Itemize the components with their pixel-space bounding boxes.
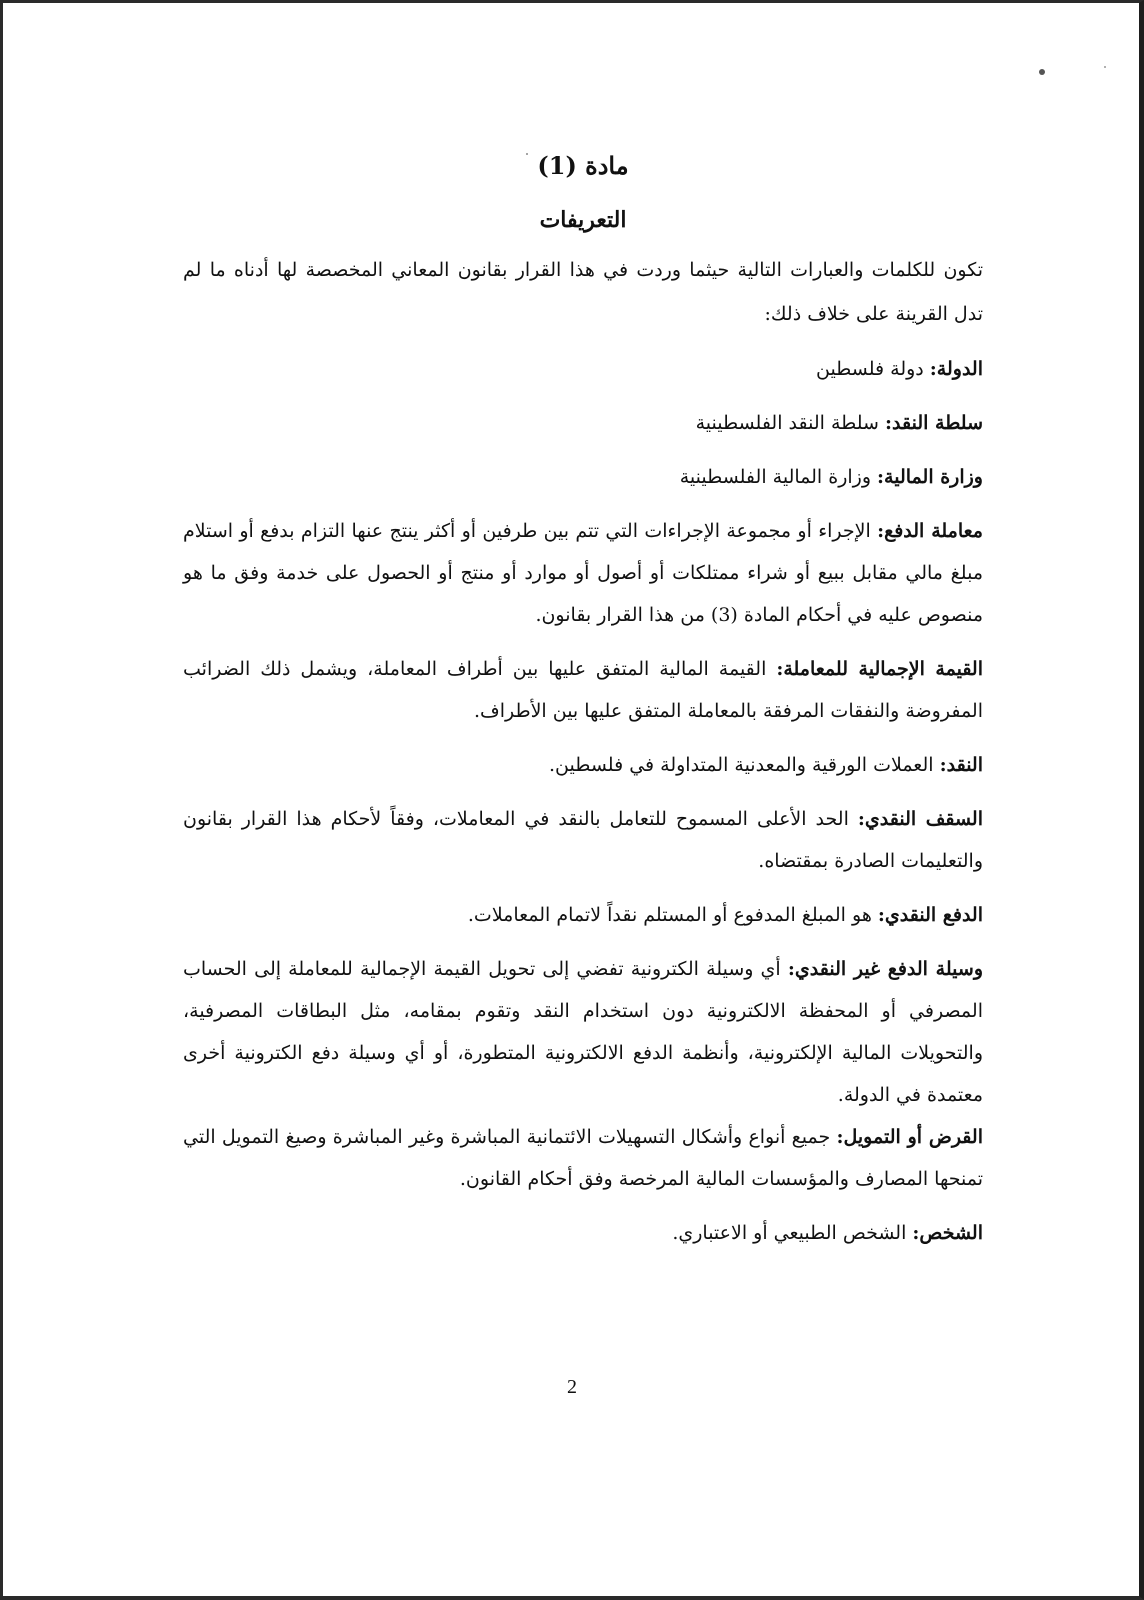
definition-text: هو المبلغ المدفوع أو المستلم نقداً لاتمام المعاملات. xyxy=(467,904,878,926)
definition-term: السقف النقدي: xyxy=(857,808,984,830)
definition-ministry-of-finance xyxy=(183,456,983,498)
definition-cash xyxy=(183,744,983,786)
definition-loan-or-financing xyxy=(183,1116,983,1200)
article-number: مادة (1) xyxy=(537,151,629,180)
definition-text: الحد الأعلى المسموح للتعامل بالنقد في المعاملات، وفقاً لأحكام هذا القرار بقانون والتعليمات الصادرة بمقتضاه. xyxy=(183,808,983,872)
definition-text: سلطة النقد الفلسطينية xyxy=(695,412,885,434)
definition-text: دولة فلسطين xyxy=(815,358,930,380)
definition-term: الدفع النقدي: xyxy=(877,904,983,926)
definition-monetary-authority xyxy=(183,402,983,444)
definition-text: العملات الورقية والمعدنية المتداولة في فلسطين. xyxy=(549,754,940,776)
definition-term: معاملة الدفع: xyxy=(877,520,983,542)
definition-text: الإجراء أو مجموعة الإجراءات التي تتم بين طرفين أو أكثر ينتج عنها التزام بدفع أو استلام مبلغ مالي مقابل ببيع أو شراء ممتلكات أو أصول أو موارد أو منتج أو الحصول على خدمة وفق ما هو منصوص عليه في أحكام المادة (3) من هذا القرار بقانون. xyxy=(183,520,983,626)
definition-term: النقد: xyxy=(939,754,983,776)
definition-total-transaction-value xyxy=(183,648,983,732)
definition-person xyxy=(183,1212,983,1254)
definition-term: وزارة المالية: xyxy=(877,466,983,488)
page-number: 2 xyxy=(567,1376,577,1398)
definition-term: الشخص: xyxy=(912,1222,983,1244)
definition-payment-transaction xyxy=(183,510,983,636)
definition-text: القيمة المالية المتفق عليها بين أطراف المعاملة، ويشمل ذلك الضرائب المفروضة والنفقات المرفقة بالمعاملة المتفق عليها بين الأطراف. xyxy=(183,658,983,722)
document-body xyxy=(183,148,983,1254)
scan-speck xyxy=(1104,66,1106,68)
scan-speck xyxy=(1039,69,1045,75)
definition-cash-ceiling xyxy=(183,798,983,882)
definition-cash-payment xyxy=(183,894,983,936)
definition-term: سلطة النقد: xyxy=(885,412,983,434)
definition-state xyxy=(183,348,983,390)
definition-non-cash-payment-method xyxy=(183,948,983,1116)
section-heading: التعريفات xyxy=(539,207,627,233)
definition-text: جميع أنواع وأشكال التسهيلات الائتمانية المباشرة وغير المباشرة وصيغ التمويل التي تمنحها المصارف والمؤسسات المالية المرخصة وفق أحكام القانون. xyxy=(183,1126,983,1190)
intro-paragraph: تكون للكلمات والعبارات التالية حيثما وردت في هذا القرار بقانون المعاني المخصصة لها أدناه ما لم تدل القرينة على خلاف ذلك: xyxy=(183,259,983,325)
definition-term: الدولة: xyxy=(929,358,983,380)
definition-text: وزارة المالية الفلسطينية xyxy=(679,466,878,488)
definition-term: القرض أو التمويل: xyxy=(836,1126,983,1148)
definition-text: الشخص الطبيعي أو الاعتباري. xyxy=(672,1222,913,1244)
definition-text: أي وسيلة الكترونية تفضي إلى تحويل القيمة الإجمالية للمعاملة إلى الحساب المصرفي أو المحفظة الالكترونية دون استخدام النقد وتقوم بمقامه، مثل البطاقات المصرفية، والتحويلات المالية الإلكترونية، وأنظمة الدفع الالكترونية المتطورة، أو أي وسيلة دفع الكترونية أخرى معتمدة في الدولة. xyxy=(183,958,983,1106)
definition-term: القيمة الإجمالية للمعاملة: xyxy=(776,658,983,680)
definition-term: وسيلة الدفع غير النقدي: xyxy=(787,958,983,980)
